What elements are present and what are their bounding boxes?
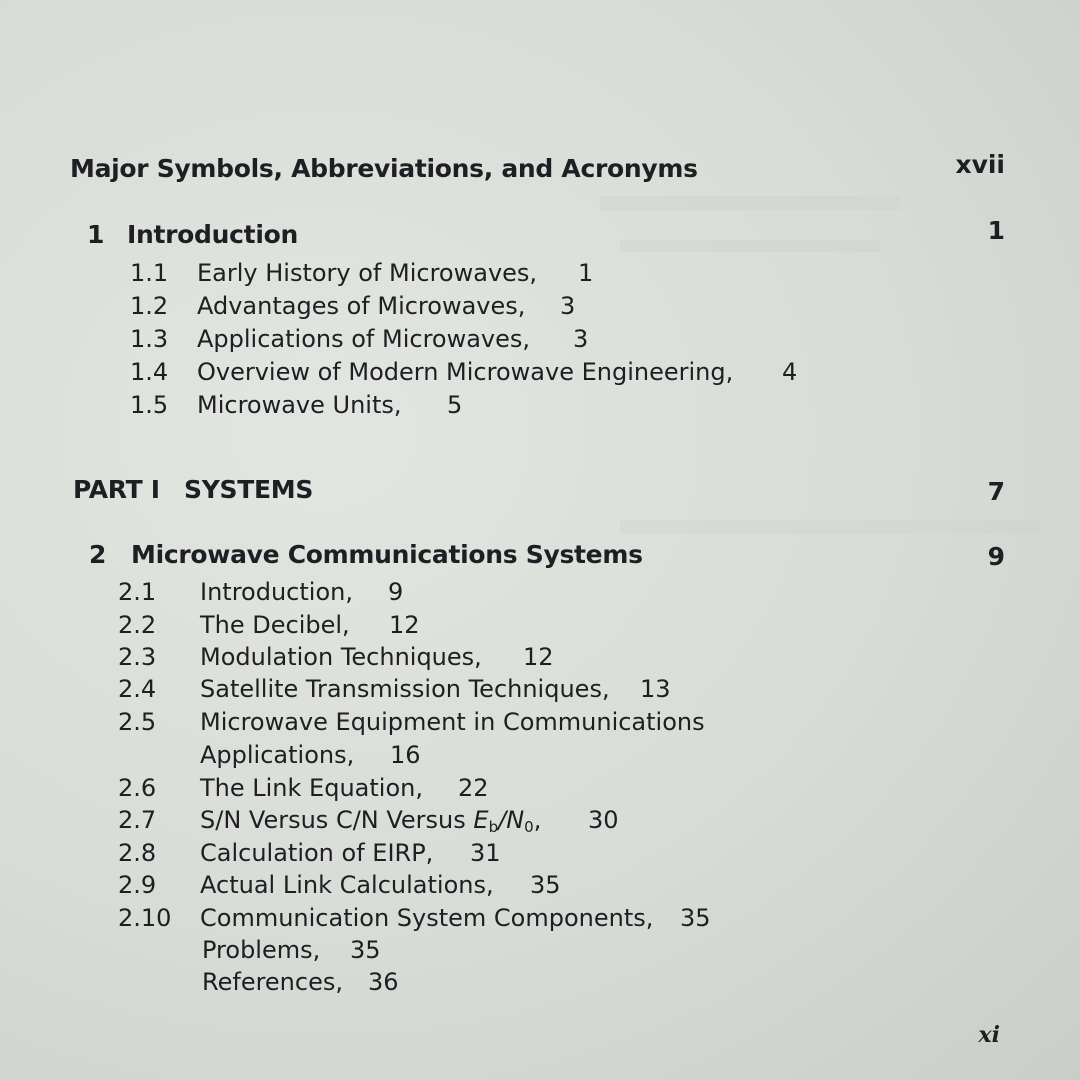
section-page: 12	[389, 611, 420, 639]
section-number: 2.5	[118, 708, 157, 736]
toc-entry[interactable]	[118, 774, 489, 802]
section-page: 16	[390, 741, 421, 769]
section-title	[200, 806, 541, 836]
section-number: 2.7	[118, 806, 157, 834]
n0-subscript: 0	[524, 818, 534, 836]
toc-entry-symbols[interactable]	[70, 154, 698, 183]
section-title: Introduction,	[200, 578, 353, 606]
section-number: 2.8	[118, 839, 157, 867]
chapter-page: 1	[987, 216, 1005, 245]
section-page: 1	[578, 259, 594, 287]
section-number: 2.9	[118, 871, 157, 899]
toc-entry[interactable]	[130, 358, 798, 386]
section-title: Overview of Modern Microwave Engineering,	[197, 358, 734, 386]
section-page: 12	[523, 643, 554, 671]
bleed-through-mark	[620, 240, 880, 252]
section-number: 1.1	[130, 259, 169, 287]
chapter-title: Microwave Communications Systems	[131, 540, 643, 569]
toc-entry[interactable]	[130, 325, 589, 353]
toc-entry[interactable]	[118, 839, 501, 867]
part-1-heading[interactable]	[73, 475, 314, 504]
chapter-page: 9	[987, 542, 1005, 571]
chapter-title: Introduction	[127, 220, 298, 249]
page-folio: xi	[978, 1022, 1000, 1048]
chapter-2-heading[interactable]	[89, 540, 643, 569]
toc-entry[interactable]	[118, 578, 404, 606]
section-title: Applications of Microwaves,	[197, 325, 531, 353]
section-number: 2.2	[118, 611, 157, 639]
section-page: 9	[388, 578, 404, 606]
section-title: Microwave Units,	[197, 391, 402, 419]
section-page: 13	[640, 675, 671, 703]
bleed-through-mark	[600, 196, 900, 210]
chapter-number: 2	[89, 540, 107, 569]
section-page: 22	[458, 774, 489, 802]
section-number: 1.3	[130, 325, 169, 353]
part-page: 7	[987, 477, 1005, 506]
entry-page: xvii	[955, 150, 1005, 179]
toc-entry[interactable]	[118, 708, 705, 736]
section-page: 35	[350, 936, 381, 964]
section-title: Actual Link Calculations,	[200, 871, 494, 899]
section-page: 5	[447, 391, 463, 419]
section-number: 2.4	[118, 675, 157, 703]
toc-entry[interactable]	[130, 259, 594, 287]
section-page: 3	[560, 292, 576, 320]
toc-entry[interactable]	[118, 806, 619, 836]
entry-title: Major Symbols, Abbreviations, and Acronyms	[70, 154, 698, 183]
section-page: 35	[530, 871, 561, 899]
section-number: 2.10	[118, 904, 172, 932]
section-title: Satellite Transmission Techniques,	[200, 675, 610, 703]
chapter-1-heading[interactable]	[87, 220, 298, 249]
toc-entry-references[interactable]	[202, 968, 399, 996]
section-number: 2.6	[118, 774, 157, 802]
section-page: 31	[470, 839, 501, 867]
toc-entry[interactable]	[130, 391, 463, 419]
part-label: PART I	[73, 475, 160, 504]
section-title: References,	[202, 968, 343, 996]
toc-entry[interactable]	[118, 675, 671, 703]
section-title: Problems,	[202, 936, 321, 964]
toc-entry[interactable]	[118, 904, 711, 932]
section-title: The Decibel,	[200, 611, 350, 639]
n0-symbol: /N	[498, 806, 525, 834]
section-number: 1.4	[130, 358, 169, 386]
toc-entry[interactable]	[130, 292, 576, 320]
section-title-continued: Applications,	[200, 741, 355, 769]
toc-entry-continued[interactable]	[200, 741, 421, 769]
toc-entry-problems[interactable]	[202, 936, 381, 964]
section-number: 1.2	[130, 292, 169, 320]
eb-symbol: E	[473, 806, 489, 834]
bleed-through-mark	[620, 520, 1040, 534]
section-title: Microwave Equipment in Communications	[200, 708, 705, 736]
section-title: Calculation of EIRP,	[200, 839, 434, 867]
section-title: The Link Equation,	[200, 774, 423, 802]
section-comma: ,	[533, 806, 542, 834]
section-title: Advantages of Microwaves,	[197, 292, 526, 320]
section-title: Early History of Microwaves,	[197, 259, 538, 287]
section-title-text: S/N Versus C/N Versus	[200, 806, 474, 834]
section-number: 2.1	[118, 578, 157, 606]
section-number: 2.3	[118, 643, 157, 671]
section-page: 35	[680, 904, 711, 932]
section-page: 30	[588, 806, 619, 834]
section-title: Modulation Techniques,	[200, 643, 482, 671]
toc-entry[interactable]	[118, 611, 420, 639]
toc-entry[interactable]	[118, 871, 561, 899]
section-page: 4	[782, 358, 798, 386]
section-page: 36	[368, 968, 399, 996]
toc-entry[interactable]	[118, 643, 554, 671]
chapter-number: 1	[87, 220, 105, 249]
section-title: Communication System Components,	[200, 904, 654, 932]
eb-subscript: b	[488, 818, 499, 836]
part-title: SYSTEMS	[184, 475, 314, 504]
section-number: 1.5	[130, 391, 169, 419]
section-page: 3	[573, 325, 589, 353]
